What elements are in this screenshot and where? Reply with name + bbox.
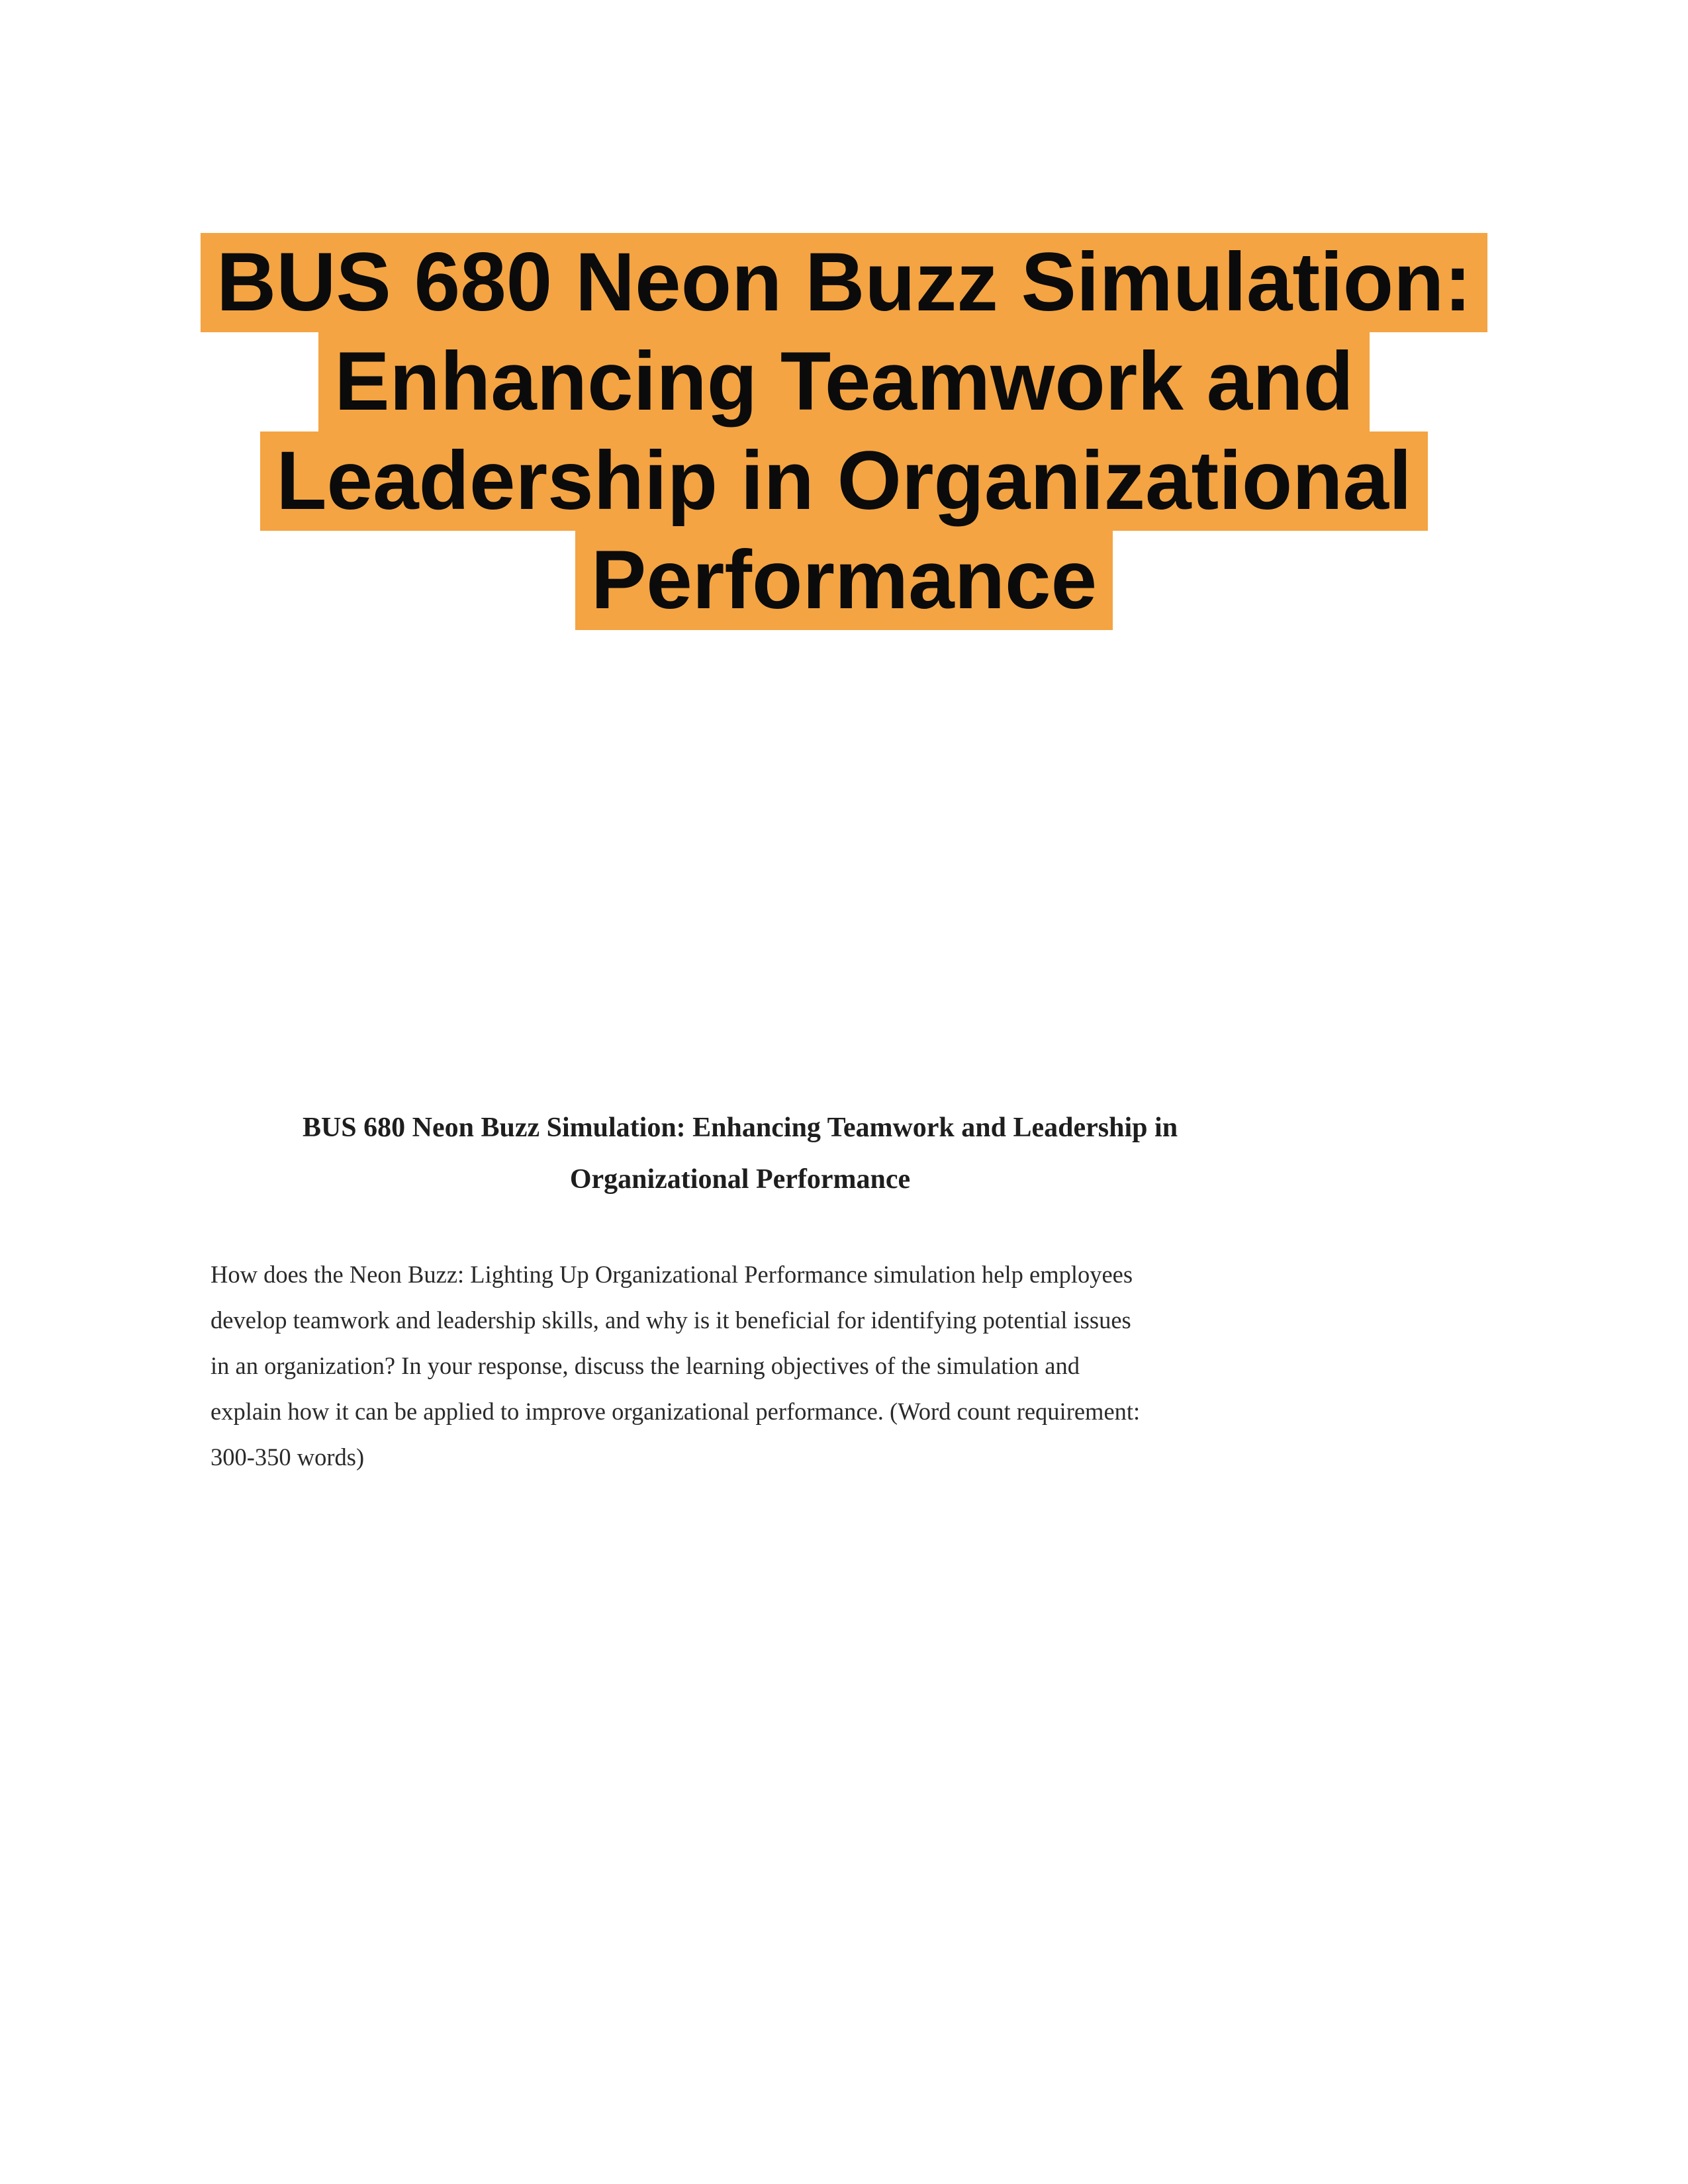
excerpt-body-line: 300-350 words) [211, 1443, 365, 1471]
excerpt-body-line: in an organization? In your response, discuss the learning objectives of the simulation and [211, 1352, 1080, 1379]
excerpt-body-line: explain how it can be applied to improve organizational performance. (Word count requirement: [211, 1398, 1141, 1425]
title-banner-line: Leadership in Organizational [260, 432, 1428, 531]
title-banner [199, 233, 1489, 630]
title-banner-line: Enhancing Teamwork and [318, 332, 1370, 432]
excerpt-title-line: BUS 680 Neon Buzz Simulation: Enhancing Teamwork and Leadership in [302, 1113, 1178, 1143]
title-banner-line: Performance [575, 531, 1113, 630]
title-banner-line: BUS 680 Neon Buzz Simulation: [201, 233, 1487, 332]
excerpt-title [230, 1102, 1250, 1205]
question-excerpt-image [211, 1102, 1243, 1480]
excerpt-question-text [211, 1251, 1243, 1480]
excerpt-title-line: Organizational Performance [569, 1164, 911, 1195]
excerpt-body-line: How does the Neon Buzz: Lighting Up Organizational Performance simulation help employees [211, 1261, 1133, 1288]
excerpt-body-line: develop teamwork and leadership skills, and why is it beneficial for identifying potential issues [211, 1306, 1131, 1334]
